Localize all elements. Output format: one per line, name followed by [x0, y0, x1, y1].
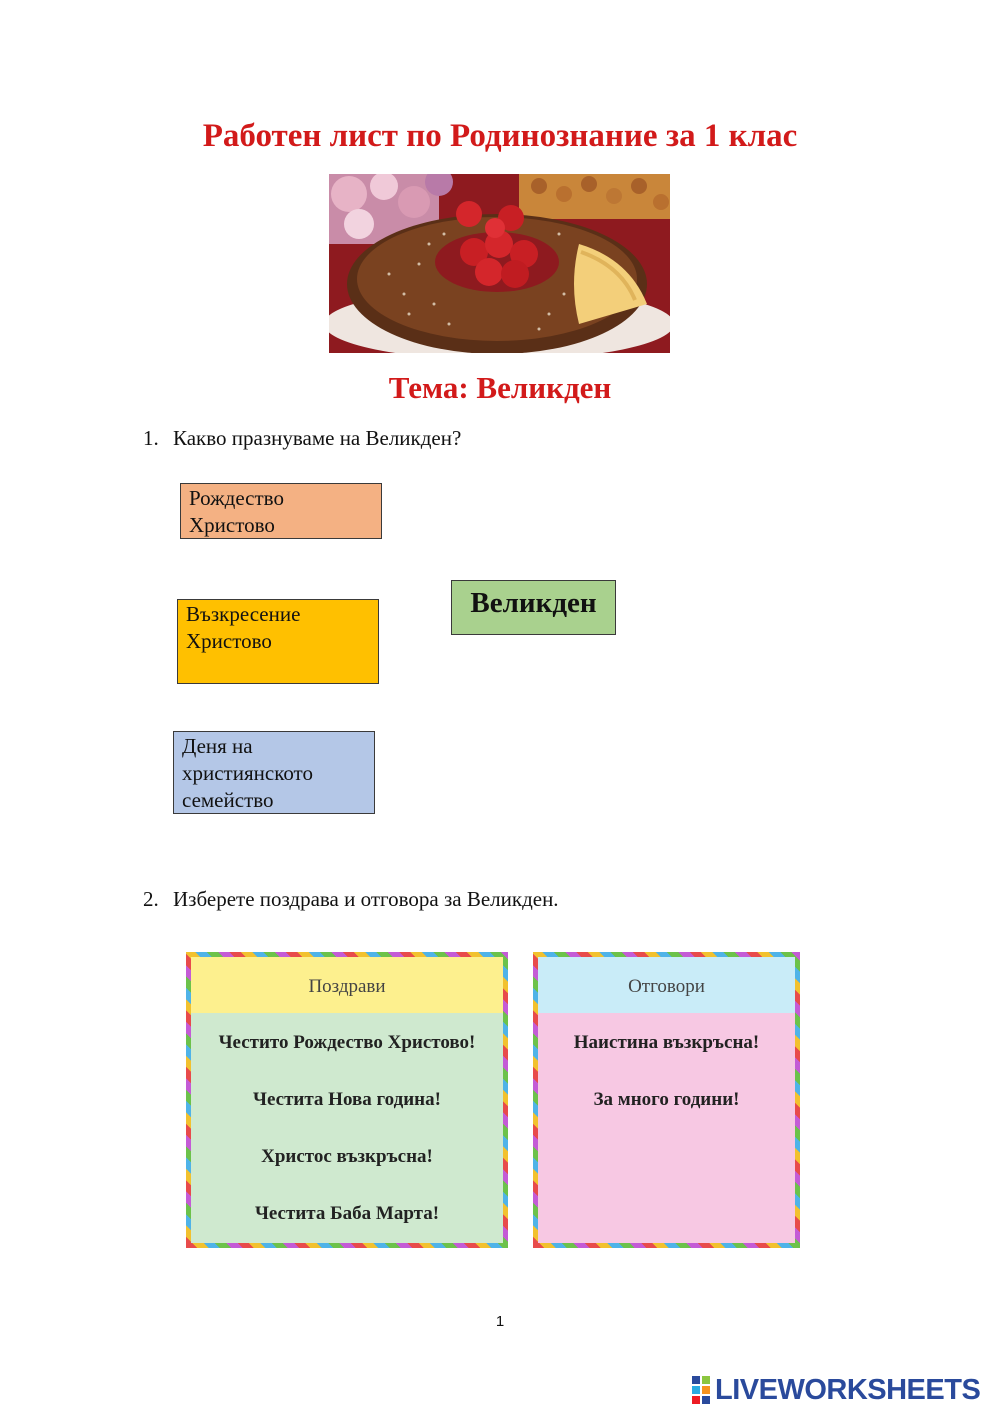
question-1 — [143, 426, 461, 451]
question-1-number: 1. — [143, 426, 159, 450]
greeting-option[interactable]: Честита Баба Марта! — [254, 1203, 440, 1224]
question-1-text: Какво празнуваме на Великден? — [173, 426, 462, 450]
target-box-velikden[interactable]: Великден — [451, 580, 616, 635]
liveworksheets-grid-icon — [692, 1376, 710, 1404]
question-2-number: 2. — [143, 887, 159, 911]
liveworksheets-logo — [692, 1372, 980, 1408]
greeting-option[interactable]: Честита Нова година! — [253, 1089, 441, 1110]
page-number: 1 — [495, 1313, 505, 1330]
answers-card — [533, 952, 800, 1248]
greeting-option[interactable]: Честито Рождество Христово! — [218, 1032, 476, 1053]
answer-option-semeistvo[interactable]: Деня на християнското семейство — [173, 731, 375, 814]
answer-reply-option[interactable]: Наистина възкръсна! — [573, 1032, 760, 1053]
easter-bread-illustration — [329, 174, 670, 353]
answer-reply-option[interactable]: За много години! — [593, 1089, 740, 1110]
answer-option-vazkresenie[interactable]: Възкресение Христово — [177, 599, 379, 684]
liveworksheets-brand-text: LIVEWORKSHEETS — [715, 1373, 981, 1406]
worksheet-topic: Тема: Великден — [388, 370, 612, 405]
worksheet-title: Работен лист по Родинознание за 1 клас — [202, 118, 798, 154]
greetings-header: Поздрави — [191, 957, 503, 1013]
question-2 — [143, 887, 559, 912]
easter-bread-image — [329, 174, 670, 353]
question-2-text: Изберете поздрава и отговора за Великден. — [173, 887, 559, 911]
answer-option-rozhdestvo[interactable]: Рождество Христово — [180, 483, 382, 539]
answers-header: Отговори — [538, 957, 795, 1013]
greeting-option[interactable]: Христос възкръсна! — [261, 1146, 433, 1167]
greetings-card — [186, 952, 508, 1248]
